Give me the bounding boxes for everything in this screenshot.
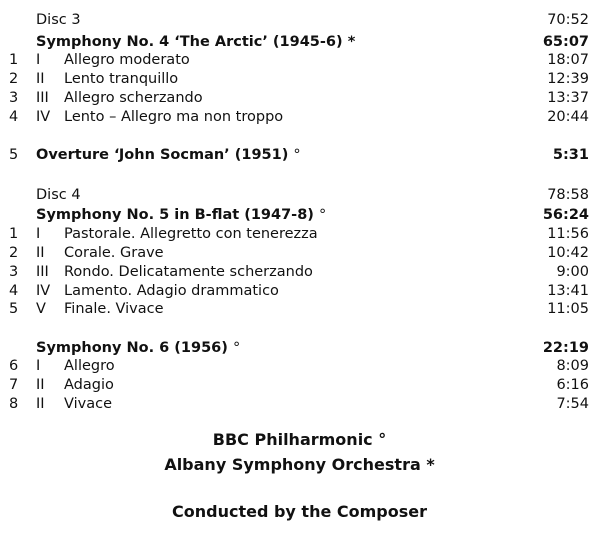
movement-number: II [36, 377, 45, 393]
track-number: 4 [9, 109, 19, 125]
movement-number: I [36, 226, 41, 242]
track-row [0, 107, 599, 127]
movement-number: II [36, 245, 45, 261]
work-duration: 56:24 [542, 207, 589, 223]
track-number: 3 [9, 264, 19, 280]
track-title: Lento tranquillo [64, 71, 179, 87]
track-row [0, 69, 599, 89]
track-duration: 11:56 [547, 226, 589, 242]
track-duration: 9:00 [556, 264, 589, 280]
overture-duration: 5:31 [552, 147, 589, 163]
credit-conductor: Conducted by the Composer [171, 502, 427, 521]
track-row [0, 88, 599, 108]
movement-number: V [36, 301, 46, 317]
track-title: Allegro [64, 358, 115, 374]
track-row [0, 262, 599, 282]
track-row [0, 281, 599, 301]
disc4-header [0, 185, 599, 205]
overture-row [0, 145, 599, 165]
track-duration: 12:39 [547, 71, 589, 87]
track-number: 8 [9, 396, 19, 412]
work-performer-mark: ° [232, 340, 241, 356]
track-title: Vivace [64, 396, 112, 412]
track-title: Corale. Grave [64, 245, 164, 261]
disc3-header [0, 10, 599, 30]
work-title-text: Symphony No. 4 ‘The Arctic’ (1945-6) [36, 34, 343, 50]
work-duration: 65:07 [542, 34, 589, 50]
track-number: 4 [9, 283, 19, 299]
track-title: Rondo. Delicatamente scherzando [64, 264, 313, 280]
track-number: 2 [9, 245, 19, 261]
movement-number: III [36, 90, 49, 106]
track-row [0, 299, 599, 319]
track-row [0, 394, 599, 414]
track-duration: 7:54 [556, 396, 589, 412]
movement-number: IV [36, 283, 51, 299]
track-title: Pastorale. Allegretto con tenerezza [64, 226, 318, 242]
track-number: 5 [9, 147, 19, 163]
work-heading [0, 205, 599, 225]
work-title [36, 32, 355, 52]
track-row [0, 224, 599, 244]
credit-orchestra-1: BBC Philharmonic ° [212, 430, 387, 449]
work-title [36, 205, 326, 225]
movement-number: IV [36, 109, 51, 125]
movement-number: II [36, 396, 45, 412]
track-title: Finale. Vivace [64, 301, 164, 317]
overture-title-text: Overture ‘John Socman’ (1951) [36, 147, 289, 163]
work-title-text: Symphony No. 5 in B-flat (1947-8) [36, 207, 314, 223]
disc-total-duration: 70:52 [547, 12, 589, 28]
work-heading [0, 338, 599, 358]
track-title: Allegro moderato [64, 52, 190, 68]
track-row [0, 356, 599, 376]
track-duration: 10:42 [547, 245, 589, 261]
disc-label: Disc 4 [36, 187, 81, 203]
track-number: 1 [9, 226, 19, 242]
work-performer-mark: * [347, 34, 356, 50]
disc-total-duration: 78:58 [547, 187, 589, 203]
track-duration: 11:05 [547, 301, 589, 317]
work-title-text: Symphony No. 6 (1956) [36, 340, 228, 356]
movement-number: I [36, 52, 41, 68]
track-number: 2 [9, 71, 19, 87]
movement-number: III [36, 264, 49, 280]
track-row [0, 243, 599, 263]
work-performer-mark: ° [318, 207, 327, 223]
track-number: 5 [9, 301, 19, 317]
track-row [0, 375, 599, 395]
track-duration: 13:37 [547, 90, 589, 106]
track-row [0, 50, 599, 70]
track-number: 6 [9, 358, 19, 374]
track-title: Lento – Allegro ma non troppo [64, 109, 284, 125]
track-number: 3 [9, 90, 19, 106]
track-duration: 18:07 [547, 52, 589, 68]
movement-number: I [36, 358, 41, 374]
movement-number: II [36, 71, 45, 87]
track-duration: 13:41 [547, 283, 589, 299]
track-title: Adagio [64, 377, 114, 393]
track-duration: 20:44 [547, 109, 589, 125]
track-title: Lamento. Adagio drammatico [64, 283, 279, 299]
work-title [36, 338, 240, 358]
disc-label: Disc 3 [36, 12, 81, 28]
track-number: 1 [9, 52, 19, 68]
credit-orchestra-2: Albany Symphony Orchestra * [164, 455, 435, 474]
overture-performer-mark: ° [293, 147, 301, 163]
overture-title [36, 145, 301, 165]
track-duration: 8:09 [556, 358, 589, 374]
work-duration: 22:19 [542, 340, 589, 356]
work-heading [0, 32, 599, 52]
track-title: Allegro scherzando [64, 90, 203, 106]
track-duration: 6:16 [556, 377, 589, 393]
track-number: 7 [9, 377, 19, 393]
